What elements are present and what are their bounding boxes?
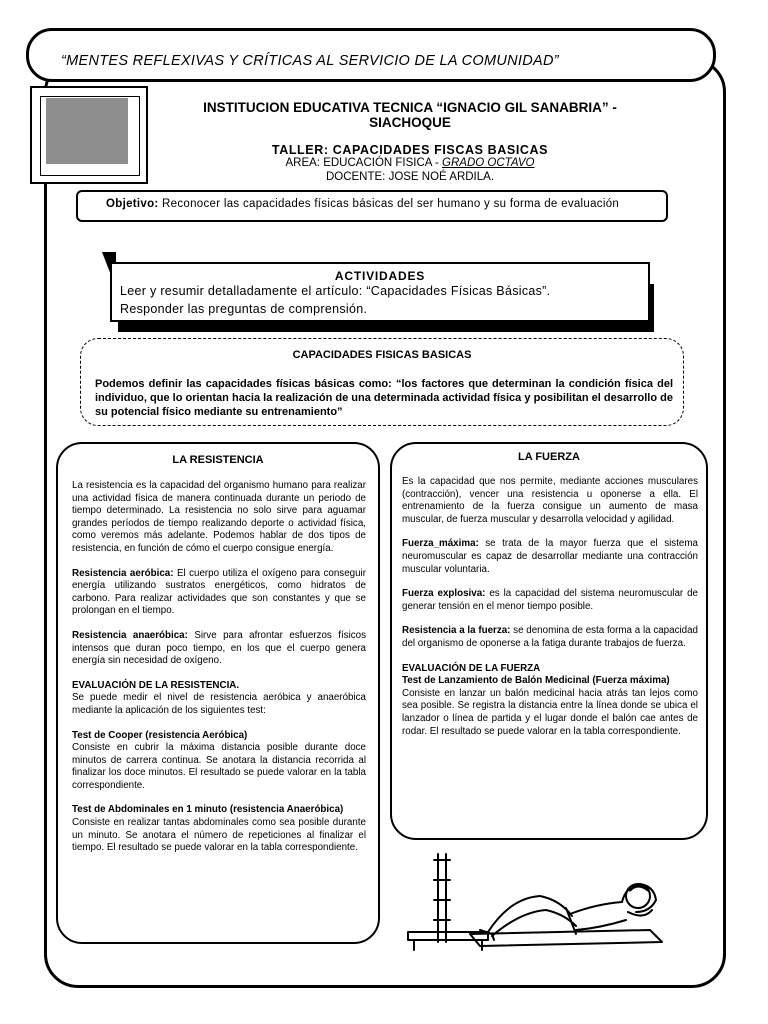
activities-title: ACTIVIDADES (334, 269, 426, 283)
evaluacion-fuerza (402, 663, 698, 739)
definition-title: CAPACIDADES FISICAS BASICAS (292, 349, 472, 361)
activities-box (110, 262, 650, 322)
aerobica-paragraph (72, 568, 366, 618)
area-label: AREA: EDUCACIÓN FISICA - (285, 157, 443, 169)
objective-label: Objetivo: (106, 198, 159, 210)
institution-title (160, 100, 660, 130)
balon-text: Consiste en lanzar un balón medicinal hacia atrás tan lejos como sea posible. Se registra la distancia entre la línea donde se ubica el lanzador o línea de partida y el lugar donde el balón cae antes de rodar. El resultado se puede valorar en la tabla correspondiente. (402, 687, 698, 737)
evaluacion-resistencia-title: EVALUACIÓN DE LA RESISTENCIA. (72, 679, 240, 691)
abdominales-title: Test de Abdominales en 1 minuto (resistencia Anaeróbica) (72, 804, 344, 816)
activity-item-2: Responder las preguntas de comprensión. (120, 302, 368, 316)
anaerobica-label: Resistencia anaeróbica: (72, 629, 188, 641)
cooper-text: Consiste en cubrir la máxima distancia posible durante doce minutos de carrera continua. Se anotara la distancia recorrida al finalizar los doce minutos. El resultado se puede valorar en la tabla correspondiente. (72, 742, 366, 791)
evaluacion-resistencia-text: Se puede medir el nivel de resistencia aeróbica y anaeróbica mediante la aplicación de los siguientes test: (72, 692, 366, 716)
institution-line-1: INSTITUCION EDUCATIVA TECNICA “IGNACIO GIL SANABRIA” - (203, 100, 617, 115)
motto-banner (26, 28, 716, 82)
definition-text: Podemos definir las capacidades físicas básicas como: “los factores que determinan la condición física del individuo, que lo orientan hacia la realización de una determinada actividad física y posibilitan el desarrollo de su potencial físico mediante su entrenamiento” (95, 378, 673, 418)
resistencia-body (72, 480, 366, 867)
taller-title: TALLER: CAPACIDADES FISCAS BASICAS (271, 143, 549, 157)
cooper-title: Test de Cooper (resistencia Aeróbica) (72, 729, 248, 741)
abdominales-test (72, 804, 366, 854)
fuerza-maxima-text: se trata de la mayor fuerza que el sistema neuromuscular es capaz de desarrollar mediante una contracción muscular voluntaria. (402, 538, 698, 575)
area-info (160, 156, 660, 184)
definition-box (80, 338, 684, 426)
fuerza-maxima-label: Fuerza_máxima: (402, 538, 479, 550)
situp-illustration (400, 850, 670, 955)
resistencia-panel (56, 442, 380, 944)
resistencia-fuerza-text: se denomina de esta forma a la capacidad del organismo de oponerse a la fatiga durante trabajos de fuerza. (402, 625, 698, 649)
resistencia-fuerza-label: Resistencia a la fuerza: (402, 625, 511, 637)
anaerobica-paragraph (72, 630, 366, 668)
fuerza-maxima-paragraph (402, 538, 698, 576)
aerobica-text: El cuerpo utiliza el oxígeno para conseguir energía utilizando sustratos energéticos, como hidratos de carbono. Para realizar actividades que son constantes y que se prolongan en el tiempo. (72, 567, 366, 617)
fuerza-intro: Es la capacidad que nos permite, mediante acciones musculares (contracción), vencer una resistencia u oponerse a ella. El entrenamiento de la fuerza consigue un aumento de masa muscular, de fuerza muscular y desarrolla velocidad y agilidad. (402, 476, 698, 525)
resistencia-title: LA RESISTENCIA (172, 454, 264, 466)
abdominales-text: Consiste en realizar tantas abdominales como sea posible durante un minuto. Se anotara el número de repeticiones al finalizar el tiempo. El resultado se puede valorar en la tabla correspondiente. (72, 817, 366, 854)
motto-text: “MENTES REFLEXIVAS Y CRÍTICAS AL SERVICIO DE LA COMUNIDAD” (61, 53, 559, 69)
fuerza-panel (390, 442, 708, 840)
logo-image-placeholder (46, 98, 128, 164)
fuerza-explosiva-text: es la capacidad del sistema neuromuscular de generar tensión en el menor tiempo posible. (402, 588, 699, 612)
activity-item-1: Leer y resumir detalladamente el artículo: “Capacidades Físicas Básicas”. (120, 284, 551, 298)
cooper-test (72, 730, 366, 793)
resistencia-fuerza-paragraph (402, 625, 698, 650)
balon-title: Test de Lanzamiento de Balón Medicinal (Fuerza máxima) (402, 675, 670, 687)
objective-text: Reconocer las capacidades físicas básicas del ser humano y su forma de evaluación (158, 198, 620, 210)
fuerza-explosiva-label: Fuerza explosiva: (402, 588, 486, 600)
fuerza-body (402, 476, 698, 750)
resistencia-intro: La resistencia es la capacidad del organismo humano para realizar una actividad física de manera continuada durante un periodo de tiempo determinado. La resistencia no solo sirve para aguamar grandes períodos de tiempo realizando deporte o actividad física, como veremos más adelante. Podemos hablar de dos tipos de resistencia, en función de cómo el cuerpo consigue energía. (72, 480, 366, 554)
anaerobica-text: Sirve para afrontar esfuerzos físicos intensos que duran poco tiempo, en los que el cuerpo genera energía sin necesidad de oxígeno. (72, 629, 366, 667)
school-logo (30, 86, 148, 184)
objective-box (76, 190, 668, 222)
docente-label: DOCENTE: JOSE NOÉ ARDILA. (325, 171, 495, 183)
evaluacion-fuerza-title: EVALUACIÓN DE LA FUERZA (402, 662, 541, 674)
grade-label: GRADO OCTAVO (442, 157, 535, 169)
institution-line-2: SIACHOQUE (369, 115, 451, 130)
fuerza-title: LA FUERZA (518, 451, 580, 463)
aerobica-label: Resistencia aeróbica: (72, 567, 174, 579)
fuerza-explosiva-paragraph (402, 588, 698, 613)
evaluacion-resistencia (72, 680, 366, 718)
